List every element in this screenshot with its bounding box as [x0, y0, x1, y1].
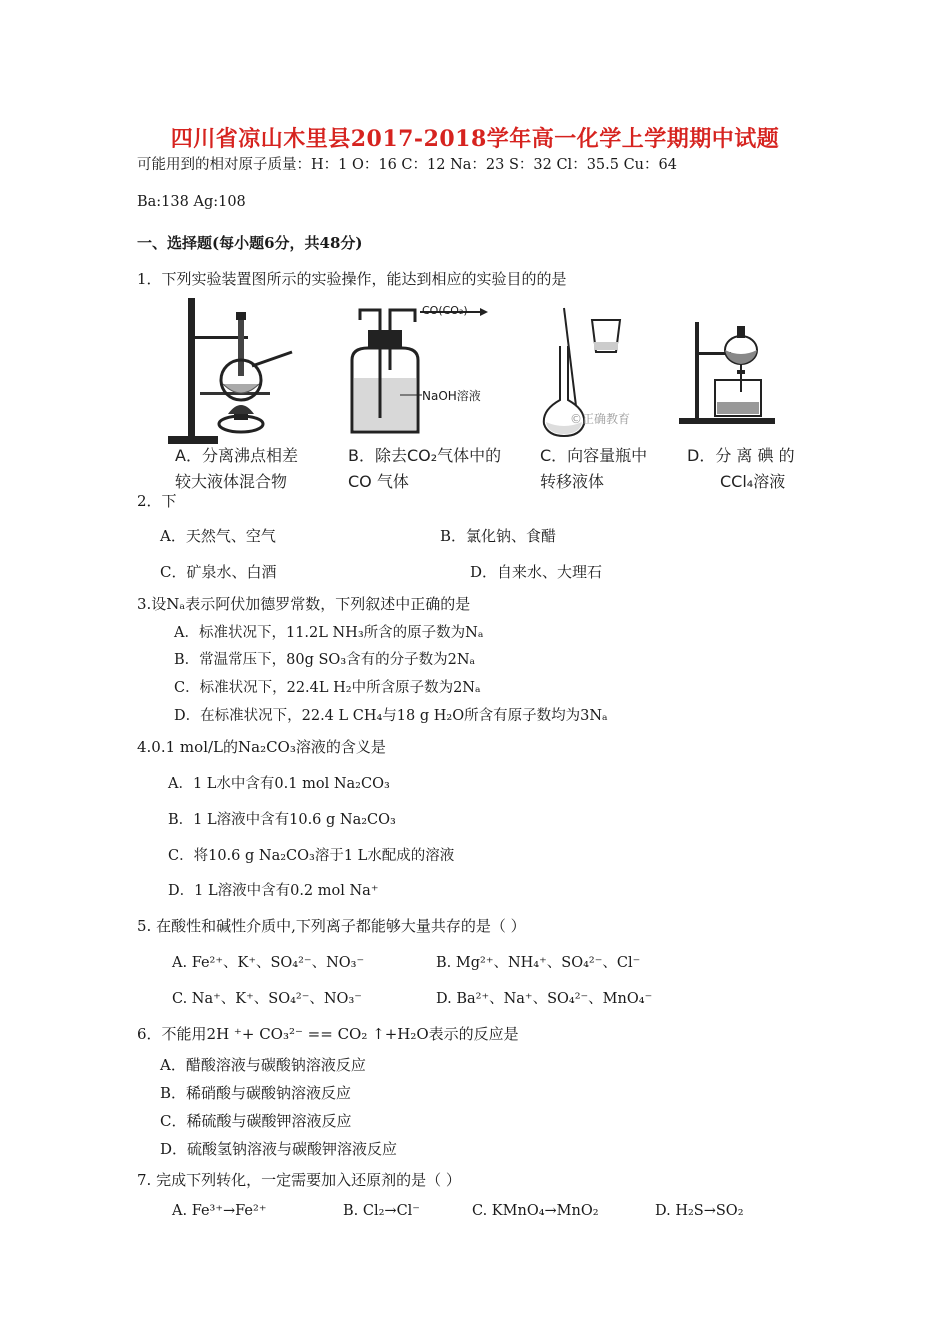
label-naoh: NaOH溶液 [422, 389, 481, 403]
question-5-option-c: C. Na⁺、K⁺、SO₄²⁻、NO₃⁻ [172, 991, 362, 1007]
question-6-option-a: A．醋酸溶液与碳酸钠溶液反应 [160, 1056, 366, 1074]
caption-d-line-1: D．分 离 碘 的 [687, 446, 795, 465]
caption-c-line-1: C．向容量瓶中 [540, 446, 648, 465]
atomic-mass-line-2: Ba:138 Ag:108 [137, 194, 246, 210]
label-gas: CO(CO₂) [422, 304, 468, 317]
question-3-option-d: D．在标准状况下，22.4 L CH₄与18 g H₂O所含有原子数均为3Nₐ [174, 708, 608, 724]
separatory-funnel-diagram [675, 318, 785, 428]
distillation-diagram [160, 296, 310, 446]
section-heading: 一、选择题(每小题6分，共48分) [137, 234, 363, 252]
page-title: 四川省凉山木里县2017-2018学年高一化学上学期期中试题 [170, 126, 780, 152]
question-7-option-c: C. KMnO₄→MnO₂ [472, 1203, 599, 1219]
question-5-option-b: B. Mg²⁺、NH₄⁺、SO₄²⁻、Cl⁻ [436, 955, 641, 971]
question-5-option-d: D. Ba²⁺、Na⁺、SO₄²⁻、MnO₄⁻ [436, 991, 653, 1007]
apparatus-b-gas-bottle [340, 300, 500, 440]
question-4-option-d: D．1 L溶液中含有0.2 mol Na⁺ [168, 883, 379, 899]
question-6-stem: 6．不能用2H ⁺+ CO₃²⁻ == CO₂ ↑+H₂O表示的反应是 [137, 1025, 519, 1043]
question-2-option-a: A．天然气、空气 [160, 527, 276, 545]
question-7-option-a: A. Fe³⁺→Fe²⁺ [172, 1203, 267, 1219]
question-6-option-b: B．稀硝酸与碳酸钠溶液反应 [160, 1084, 352, 1102]
question-2-stem: 2．下 [137, 492, 177, 510]
question-7-stem: 7. 完成下列转化，一定需要加入还原剂的是（ ） [137, 1171, 461, 1189]
question-4-option-c: C．将10.6 g Na₂CO₃溶于1 L水配成的溶液 [168, 848, 455, 864]
question-7-option-d: D. H₂S→SO₂ [655, 1203, 744, 1219]
caption-c-line-2: 转移液体 [540, 472, 605, 491]
question-2-option-c: C．矿泉水、白酒 [160, 563, 277, 581]
caption-b-line-1: B．除去CO₂气体中的 [348, 446, 502, 465]
caption-b-line-2: CO 气体 [348, 472, 409, 491]
question-6-option-c: C．稀硫酸与碳酸钾溶液反应 [160, 1112, 352, 1130]
apparatus-d-separatory-funnel [675, 318, 785, 428]
question-2-option-d: D．自来水、大理石 [470, 563, 603, 581]
caption-a-line-1: A．分离沸点相差 [175, 446, 298, 465]
question-5-option-a: A. Fe²⁺、K⁺、SO₄²⁻、NO₃⁻ [172, 955, 365, 971]
question-3-option-b: B．常温常压下，80g SO₃含有的分子数为2Nₐ [174, 652, 476, 668]
question-2-option-b: B．氯化钠、食醋 [440, 527, 557, 545]
question-4-stem: 4.0.1 mol/L的Na₂CO₃溶液的含义是 [137, 738, 386, 756]
question-6-option-d: D．硫酸氢钠溶液与碳酸钾溶液反应 [160, 1140, 398, 1158]
question-3-stem: 3.设Nₐ表示阿伏加德罗常数，下列叙述中正确的是 [137, 595, 471, 613]
question-7-option-b: B. Cl₂→Cl⁻ [343, 1203, 420, 1219]
question-4-option-a: A．1 L水中含有0.1 mol Na₂CO₃ [168, 776, 390, 792]
question-5-stem: 5. 在酸性和碱性介质中,下列离子都能够大量共存的是（ ） [137, 917, 526, 935]
gas-washing-bottle-diagram [340, 300, 500, 440]
question-1-stem: 1．下列实验装置图所示的实验操作，能达到相应的实验目的的是 [137, 270, 567, 288]
caption-a-line-2: 较大液体混合物 [175, 472, 288, 491]
watermark: ©正确教育 [570, 412, 631, 426]
question-3-option-c: C．标准状况下，22.4L H₂中所含原子数为2Nₐ [174, 680, 481, 696]
question-4-option-b: B．1 L溶液中含有10.6 g Na₂CO₃ [168, 812, 396, 828]
atomic-mass-line-1: 可能用到的相对原子质量：H：1 O：16 C：12 Na：23 S：32 Cl：35.5 Cu：64 [137, 157, 677, 173]
apparatus-a-distillation [160, 296, 310, 446]
caption-d-line-2: CCl₄溶液 [720, 472, 786, 491]
question-3-option-a: A．标准状况下，11.2L NH₃所含的原子数为Nₐ [174, 625, 484, 641]
